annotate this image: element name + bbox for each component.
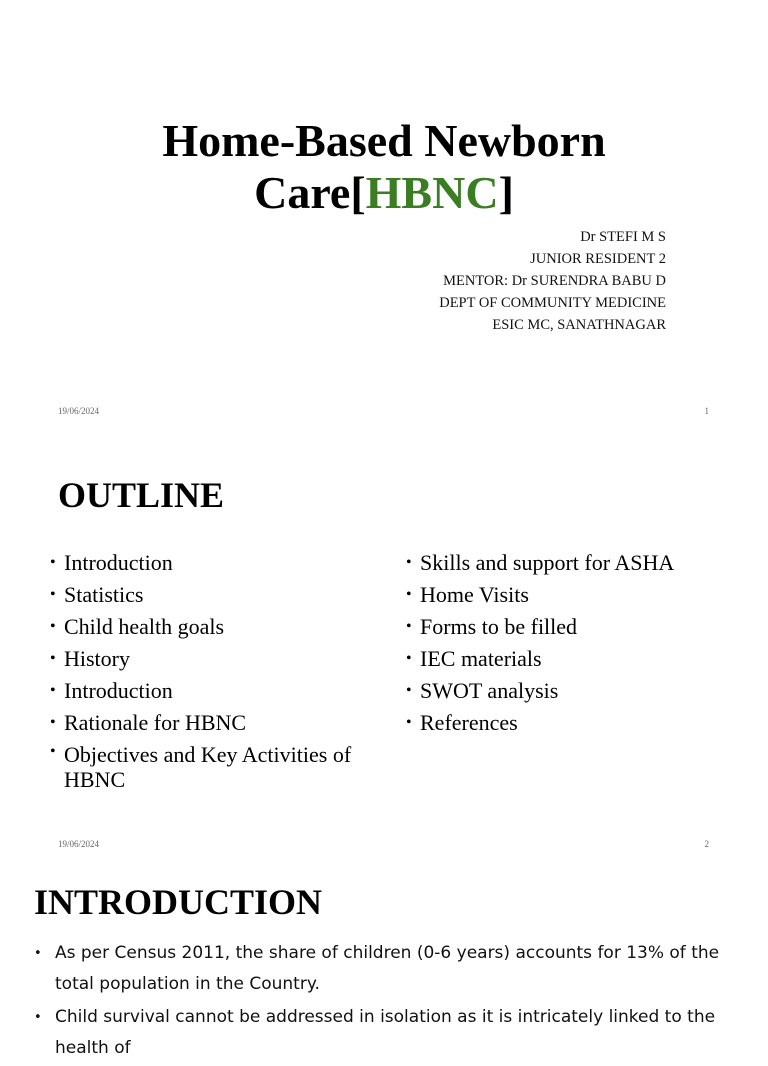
- author-line: DEPT OF COMMUNITY MEDICINE: [439, 295, 666, 311]
- list-item: • Forms to be filled: [406, 611, 726, 643]
- list-item: • Statistics: [50, 579, 370, 611]
- slide-date: 19/06/2024: [58, 406, 100, 416]
- list-item: • Introduction: [50, 547, 370, 579]
- title-line-2: [0, 167, 768, 219]
- introduction-bullets: [34, 938, 749, 1066]
- slide-number: 1: [704, 406, 709, 416]
- author-line: JUNIOR RESIDENT 2: [530, 251, 666, 267]
- title-suffix: ]: [498, 167, 514, 218]
- author-block: [439, 226, 666, 336]
- slide-1-title: [0, 115, 768, 219]
- outline-title: OUTLINE: [58, 475, 225, 515]
- slide-number: 2: [704, 839, 709, 849]
- list-item: • Child survival cannot be addressed in isolation as it is intricately linked to the health of: [34, 1002, 749, 1064]
- list-item: • SWOT analysis: [406, 675, 726, 707]
- list-item: • Rationale for HBNC: [50, 707, 370, 739]
- title-prefix: Care[: [254, 167, 366, 218]
- list-item: • Introduction: [50, 675, 370, 707]
- list-item: • As per Census 2011, the share of children (0-6 years) accounts for 13% of the total population in the Country.: [34, 938, 749, 1000]
- slide-date: 19/06/2024: [58, 839, 100, 849]
- list-item: • Skills and support for ASHA: [406, 547, 726, 579]
- author-line: ESIC MC, SANATHNAGAR: [492, 317, 666, 333]
- slide-2: [0, 433, 768, 866]
- list-item: • History: [50, 643, 370, 675]
- list-item: • Child health goals: [50, 611, 370, 643]
- list-item: • IEC materials: [406, 643, 726, 675]
- list-item: • References: [406, 707, 726, 739]
- slide-1: [0, 0, 768, 433]
- slide-3: [0, 866, 768, 1058]
- outline-left-list: [50, 547, 370, 792]
- list-item: • Home Visits: [406, 579, 726, 611]
- title-highlight: HBNC: [365, 167, 499, 218]
- list-item: • Objectives and Key Activities of HBNC: [50, 739, 370, 792]
- author-line: MENTOR: Dr SURENDRA BABU D: [443, 273, 666, 289]
- outline-right-list: [406, 547, 726, 739]
- author-line: Dr STEFI M S: [580, 229, 666, 245]
- title-line-1: Home-Based Newborn: [162, 115, 606, 166]
- introduction-title: INTRODUCTION: [34, 882, 323, 922]
